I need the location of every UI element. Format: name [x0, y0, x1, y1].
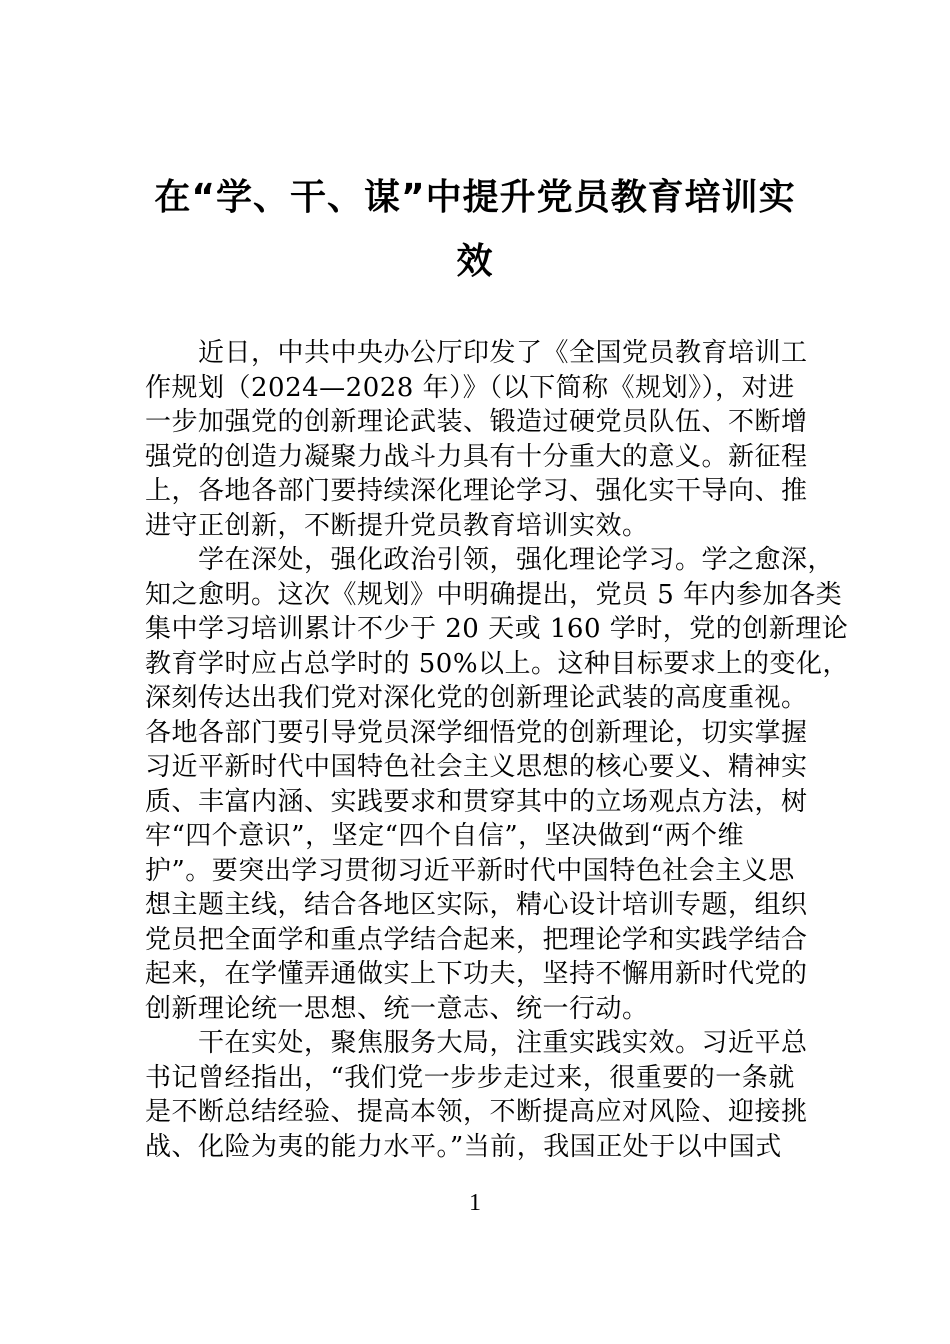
text-line: 强党的创造力凝聚力战斗力具有十分重大的意义。新征程 — [145, 441, 808, 472]
text-line: 党员把全面学和重点学结合起来，把理论学和实践学结合 — [145, 924, 808, 955]
text-line: 知之愈明。这次《规划》中明确提出，党员 5 年内参加各类 — [145, 579, 843, 610]
text-line: 习近平新时代中国特色社会主义思想的核心要义、精神实 — [145, 752, 808, 782]
paragraph-intro — [145, 336, 811, 543]
text-line: 起来，在学懂弄通做实上下功夫，坚持不懈用新时代党的 — [145, 959, 808, 989]
text-line: 各地各部门要引导党员深学细悟党的创新理论，切实掌握 — [145, 717, 808, 748]
text-line: 是不断总结经验、提高本领，不断提高应对风险、迎接挑 — [145, 1097, 808, 1127]
page-number: 1 — [469, 1190, 481, 1216]
text-line: 近日，中共中央办公厅印发了《全国党员教育培训工 — [145, 338, 808, 368]
text-line: 一步加强党的创新理论武装、锻造过硬党员队伍、不断增 — [145, 407, 808, 437]
text-line: 护”。要突出学习贯彻习近平新时代中国特色社会主义思 — [145, 855, 795, 886]
text-line: 战、化险为夷的能力水平。”当前，我国正处于以中国式 — [145, 1131, 782, 1162]
title-line: 在“学、干、谋”中提升党员教育培训实 — [154, 177, 796, 218]
text-line: 想主题主线，结合各地区实际，精心设计培训专题，组织 — [145, 890, 808, 920]
text-line: 进守正创新，不断提升党员教育培训实效。 — [145, 510, 649, 541]
paragraph-practice — [145, 1026, 811, 1164]
text-line: 干在实处，聚焦服务大局，注重实践实效。习近平总 — [145, 1028, 808, 1058]
title-line: 效 — [456, 241, 494, 282]
text-line: 集中学习培训累计不少于 20 天或 160 学时，党的创新理论 — [145, 614, 849, 644]
text-line: 上，各地各部门要持续深化理论学习、强化实干导向、推 — [145, 476, 808, 506]
text-line: 书记曾经指出，“我们党一步步走过来，很重要的一条就 — [145, 1062, 795, 1093]
text-line: 深刻传达出我们党对深化党的创新理论武装的高度重视。 — [145, 683, 808, 713]
text-line: 作规划（2024—2028 年）》（以下简称《规划》），对进 — [145, 372, 795, 403]
paragraph-study — [145, 543, 850, 1026]
text-line: 创新理论统一思想、统一意志、统一行动。 — [145, 993, 649, 1024]
document-body — [145, 336, 850, 1164]
text-line: 学在深处，强化政治引领，强化理论学习。学之愈深， — [145, 545, 835, 575]
document-title — [120, 166, 830, 294]
text-line: 教育学时应占总学时的 50%以上。这种目标要求上的变化， — [145, 648, 850, 679]
text-line: 牢“四个意识”，坚定“四个自信”，坚决做到“两个维 — [145, 821, 744, 851]
text-line: 质、丰富内涵、实践要求和贯穿其中的立场观点方法，树 — [145, 786, 808, 817]
